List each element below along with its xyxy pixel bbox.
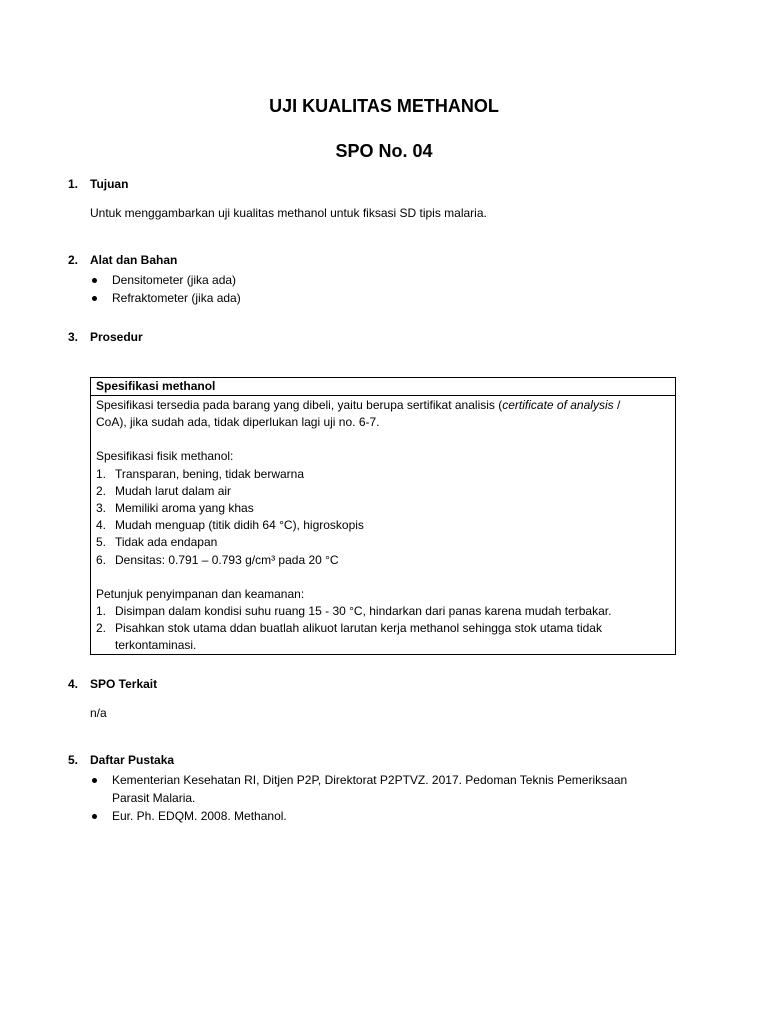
list-item (96, 552, 670, 569)
reference-item (90, 771, 627, 807)
section-1-text: Untuk menggambarkan uji kualitas methanol untuk fiksasi SD tipis malaria. (90, 206, 487, 220)
list-item-text: Densitometer (jika ada) (112, 273, 237, 287)
item-text: Densitas: 0.791 – 0.793 g/cm³ pada 20 °C (115, 552, 339, 567)
item-number: 3. (96, 501, 107, 516)
section-title: Daftar Pustaka (90, 753, 175, 767)
section-number: 3. (68, 330, 79, 344)
intro-line-1 (96, 397, 670, 414)
section-4-heading (68, 677, 157, 691)
item-text: Mudah larut dalam air (115, 483, 232, 498)
item-text: Tidak ada endapan (115, 535, 218, 550)
reference-text-continued: Parasit Malaria. (112, 791, 196, 805)
intro-line-2: CoA), jika sudah ada, tidak diperlukan lagi uji no. 6-7. (96, 415, 380, 430)
item-text-continued: terkontaminasi. (115, 638, 197, 653)
document-title: UJI KUALITAS METHANOL (269, 96, 499, 116)
list-item (96, 500, 670, 517)
reference-list (90, 771, 627, 825)
item-number: 4. (96, 518, 107, 533)
physical-spec-list (96, 466, 670, 569)
item-text: Transparan, bening, tidak berwarna (115, 466, 304, 481)
section-5-heading (68, 753, 174, 767)
item-number: 1. (96, 604, 107, 619)
list-item (96, 620, 670, 654)
section-title: Alat dan Bahan (90, 253, 178, 267)
item-text: Memiliki aroma yang khas (115, 501, 254, 516)
section-number: 2. (68, 253, 79, 267)
list-item (96, 466, 670, 483)
item-number: 5. (96, 535, 107, 550)
physical-spec-heading: Spesifikasi fisik methanol: (96, 449, 234, 464)
section-4-text: n/a (90, 706, 107, 720)
reference-text: Eur. Ph. EDQM. 2008. Methanol. (112, 809, 287, 823)
section-2-heading (68, 253, 177, 267)
table-header: Spesifikasi methanol (91, 378, 675, 396)
list-item-text: Refraktometer (jika ada) (112, 291, 241, 305)
section-number: 4. (68, 677, 79, 691)
reference-text: Kementerian Kesehatan RI, Ditjen P2P, Direktorat P2PTVZ. 2017. Pedoman Teknis Pemeriksaan (112, 773, 628, 787)
intro-italic-text: certificate of analysis (502, 398, 614, 412)
document-subtitle: SPO No. 04 (335, 141, 433, 161)
list-item (96, 483, 670, 500)
storage-list (96, 603, 670, 655)
list-item (90, 271, 241, 289)
intro-text-end: / (613, 398, 621, 412)
section-number: 5. (68, 753, 79, 767)
storage-heading: Petunjuk penyimpanan dan keamanan: (96, 586, 305, 601)
section-1-heading (68, 177, 128, 191)
reference-item (90, 807, 627, 825)
item-text: Mudah menguap (titik didih 64 °C), higroskopis (115, 518, 364, 533)
list-item (96, 534, 670, 551)
item-number: 2. (96, 621, 107, 636)
list-item (90, 289, 241, 307)
item-number: 2. (96, 483, 107, 498)
table-body (91, 396, 675, 655)
section-title: Prosedur (90, 330, 143, 344)
section-title: Tujuan (90, 177, 129, 191)
list-item (96, 603, 670, 620)
item-number: 6. (96, 552, 107, 567)
item-text: Disimpan dalam kondisi suhu ruang 15 - 30 °C, hindarkan dari panas karena mudah terbakar. (115, 604, 612, 619)
section-number: 1. (68, 177, 79, 191)
equipment-list (90, 271, 241, 307)
item-number: 1. (96, 466, 107, 481)
item-text: Pisahkan stok utama ddan buatlah alikuot larutan kerja methanol sehingga stok utama tidak (115, 621, 602, 636)
section-3-heading (68, 330, 143, 344)
specification-table (90, 377, 676, 655)
list-item (96, 517, 670, 534)
section-title: SPO Terkait (90, 677, 158, 691)
intro-text: Spesifikasi tersedia pada barang yang dibeli, yaitu berupa sertifikat analisis ( (96, 398, 503, 412)
